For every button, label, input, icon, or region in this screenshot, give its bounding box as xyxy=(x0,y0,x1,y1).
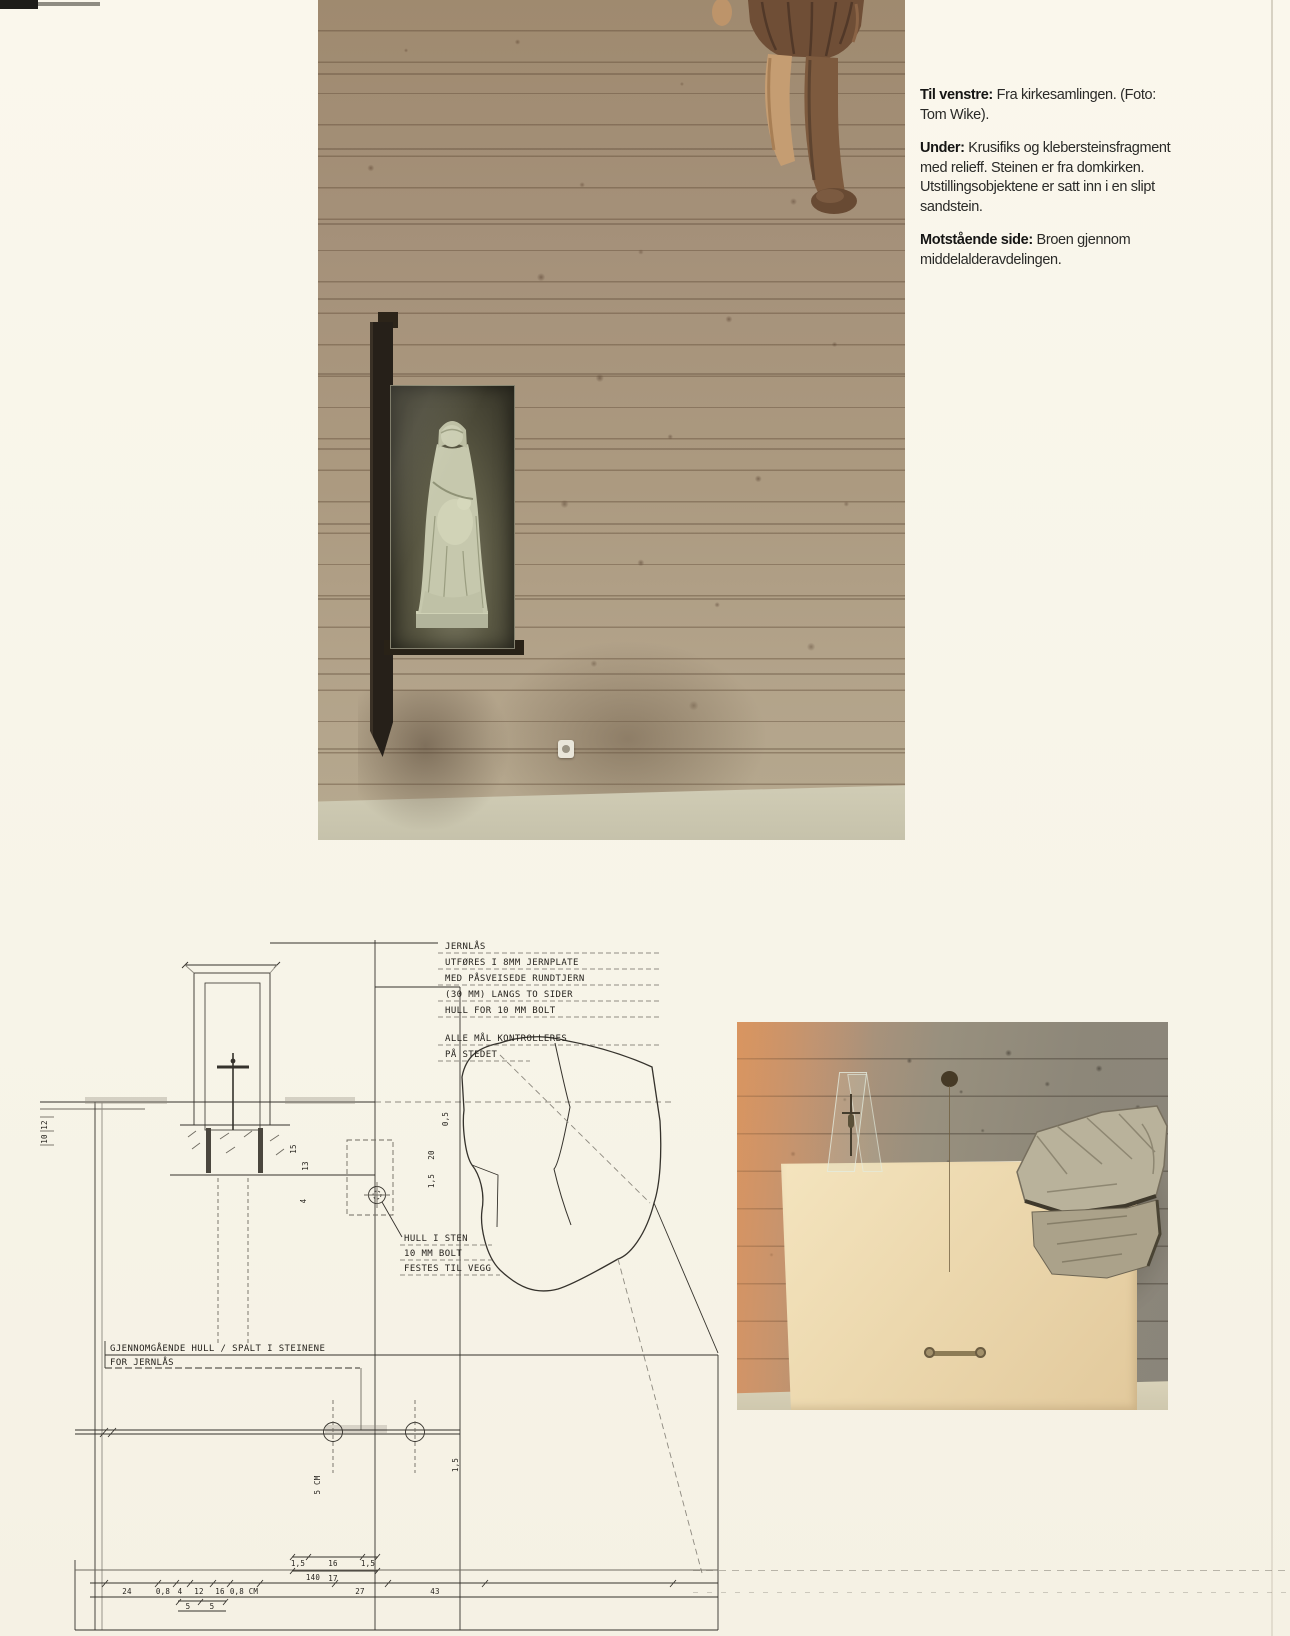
caption-opposite-label: Motstående side: xyxy=(920,232,1033,248)
caption-block xyxy=(920,86,1176,284)
caption-under: Under: Krusifiks og klebersteinsfragment med relieff. Steinen er fra domkirken. Utstillingsobjektene er satt inn i en slipt sandstein. xyxy=(920,140,1171,215)
svg-text:FOR JERNLÅS: FOR JERNLÅS xyxy=(110,1358,175,1368)
svg-text:1,5: 1,5 xyxy=(451,1457,460,1473)
svg-text:GJENNOMGÅENDE HULL / SPALT I S: GJENNOMGÅENDE HULL / SPALT I STEINENE xyxy=(110,1344,326,1354)
glass-reflection xyxy=(391,386,514,648)
svg-text:(30 MM) LANGS TO SIDER: (30 MM) LANGS TO SIDER xyxy=(445,990,574,1000)
svg-text:16: 16 xyxy=(328,1559,338,1568)
drawing-extension-line xyxy=(693,1592,1287,1593)
dimension-labels xyxy=(40,1111,463,1611)
note-jernlaas xyxy=(438,940,662,1017)
svg-text:16: 16 xyxy=(215,1587,225,1596)
svg-text:0,8: 0,8 xyxy=(155,1587,171,1596)
svg-text:5: 5 xyxy=(209,1602,215,1611)
svg-text:4: 4 xyxy=(177,1587,183,1596)
svg-text:0,5: 0,5 xyxy=(441,1111,450,1127)
svg-text:UTFØRES I 8MM JERNPLATE: UTFØRES I 8MM JERNPLATE xyxy=(445,958,579,968)
small-crucifix-figure xyxy=(848,1114,854,1128)
wall-outlet xyxy=(558,740,574,758)
svg-text:1,5: 1,5 xyxy=(290,1559,306,1568)
svg-text:43: 43 xyxy=(430,1587,440,1596)
svg-text:10: 10 xyxy=(40,1134,49,1144)
mounting-detail-drawing xyxy=(30,925,720,1636)
photo-church-collection xyxy=(318,0,905,840)
photo-crucifix-and-stone-fragment xyxy=(737,1022,1168,1410)
svg-text:HULL I STEN: HULL I STEN xyxy=(404,1234,469,1244)
iron-clamp xyxy=(930,1351,980,1356)
svg-text:13: 13 xyxy=(301,1161,310,1171)
svg-text:1,5: 1,5 xyxy=(360,1559,376,1568)
crucifix-figure-legs xyxy=(710,0,880,215)
svg-text:10 MM BOLT: 10 MM BOLT xyxy=(404,1249,463,1259)
svg-text:20: 20 xyxy=(427,1150,436,1160)
caption-under-label: Under: xyxy=(920,140,965,156)
svg-text:MED PÅSVEISEDE RUNDTJERN: MED PÅSVEISEDE RUNDTJERN xyxy=(445,974,585,984)
glass-display-case xyxy=(390,385,515,649)
svg-text:JERNLÅS: JERNLÅS xyxy=(445,942,486,952)
svg-text:12: 12 xyxy=(194,1587,204,1596)
svg-text:0,8 CM: 0,8 CM xyxy=(229,1587,259,1596)
svg-text:1,5: 1,5 xyxy=(427,1173,436,1189)
svg-text:4: 4 xyxy=(299,1198,308,1204)
svg-text:15: 15 xyxy=(289,1144,298,1154)
svg-text:17: 17 xyxy=(328,1574,338,1583)
note-control xyxy=(438,1032,662,1061)
svg-text:PÅ STEDET: PÅ STEDET xyxy=(445,1050,498,1060)
svg-text:HULL FOR 10 MM BOLT: HULL FOR 10 MM BOLT xyxy=(445,1006,556,1016)
caption-opposite: Motstående side: Broen gjennom middelalderavdelingen. xyxy=(920,232,1131,268)
svg-text:5: 5 xyxy=(185,1602,191,1611)
svg-text:27: 27 xyxy=(355,1587,365,1596)
scan-artifact xyxy=(38,2,100,6)
clamp-bolt-left xyxy=(924,1347,935,1358)
svg-text:FESTES TIL VEGG: FESTES TIL VEGG xyxy=(404,1264,492,1274)
svg-text:12: 12 xyxy=(40,1120,49,1130)
drawing-lines xyxy=(40,940,718,1630)
slab-hole xyxy=(941,1071,958,1087)
drawing-extension-line xyxy=(693,1570,1287,1571)
svg-text:140: 140 xyxy=(305,1573,321,1582)
clamp-bolt-right xyxy=(975,1347,986,1358)
scan-artifact xyxy=(0,0,38,9)
caption-left: Til venstre: Fra kirkesamlingen. (Foto: Tom Wike). xyxy=(920,87,1156,123)
caption-left-label: Til venstre: xyxy=(920,87,993,103)
svg-text:24: 24 xyxy=(122,1587,132,1596)
page-edge-shadow xyxy=(1271,0,1273,1636)
svg-text:ALLE MÅL KONTROLLERES: ALLE MÅL KONTROLLERES xyxy=(445,1034,568,1044)
slab-seam xyxy=(949,1086,950,1272)
soapstone-relief-fragment xyxy=(1007,1104,1168,1289)
svg-text:5 CM: 5 CM xyxy=(313,1475,322,1495)
